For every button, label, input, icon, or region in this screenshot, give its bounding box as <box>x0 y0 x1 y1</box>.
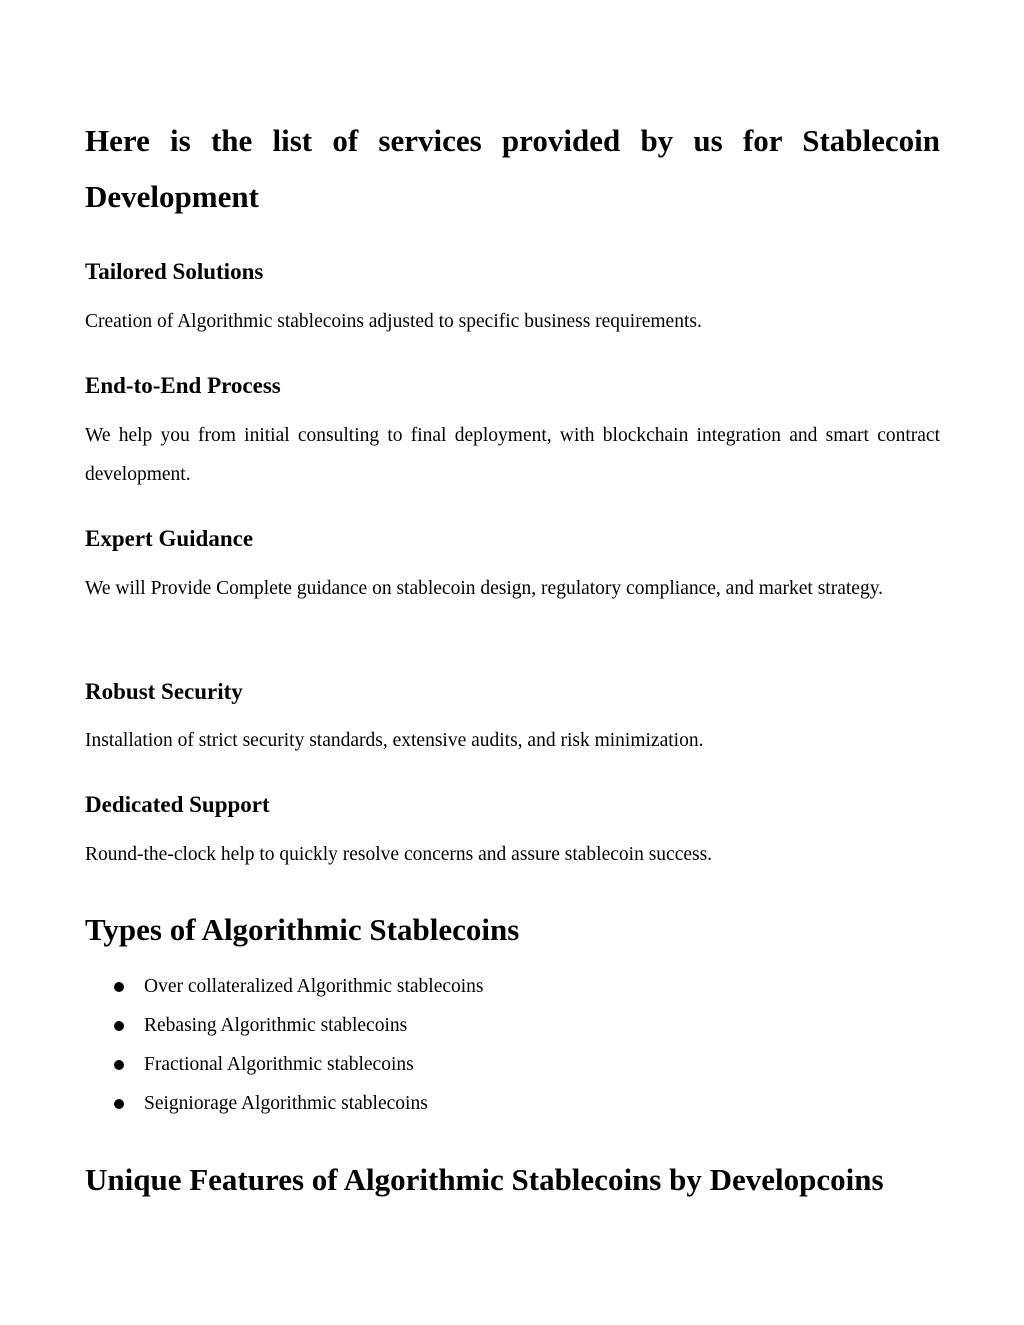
types-section-heading: Types of Algorithmic Stablecoins <box>85 912 520 947</box>
service-title-robust-security: Robust Security <box>85 679 243 704</box>
service-description-end-to-end-process: We help you from initial consulting to final deployment, with blockchain integration and smart contract development. <box>85 425 940 485</box>
list-item <box>85 1006 940 1045</box>
service-description-robust-security: Installation of strict security standards, extensive audits, and risk minimization. <box>85 730 704 751</box>
service-title-expert-guidance: Expert Guidance <box>85 526 254 551</box>
bullet-icon <box>114 1099 124 1109</box>
list-item <box>85 1084 940 1123</box>
bullet-icon <box>114 1060 124 1070</box>
list-item-label: Rebasing Algorithmic stablecoins <box>144 1015 408 1036</box>
list-item <box>85 967 940 1006</box>
service-title-dedicated-support: Dedicated Support <box>85 792 270 817</box>
list-item-label: Fractional Algorithmic stablecoins <box>144 1054 414 1075</box>
service-description-expert-guidance: We will Provide Complete guidance on stablecoin design, regulatory compliance, and market strategy. <box>85 578 884 599</box>
service-description-dedicated-support: Round-the-clock help to quickly resolve concerns and assure stablecoin success. <box>85 844 713 865</box>
features-section-heading: Unique Features of Algorithmic Stablecoins by Developcoins <box>85 1162 884 1197</box>
service-title-tailored-solutions: Tailored Solutions <box>85 259 264 284</box>
list-item-label: Over collateralized Algorithmic stablecoins <box>144 976 484 997</box>
list-item <box>85 1045 940 1084</box>
bullet-icon <box>114 982 124 992</box>
page-title: Here is the list of services provided by us for Stablecoin Development <box>85 123 940 214</box>
types-list <box>85 967 940 1123</box>
bullet-icon <box>114 1021 124 1031</box>
service-description-tailored-solutions: Creation of Algorithmic stablecoins adjusted to specific business requirements. <box>85 311 702 332</box>
list-item-label: Seigniorage Algorithmic stablecoins <box>144 1093 428 1114</box>
service-title-end-to-end-process: End-to-End Process <box>85 373 281 398</box>
